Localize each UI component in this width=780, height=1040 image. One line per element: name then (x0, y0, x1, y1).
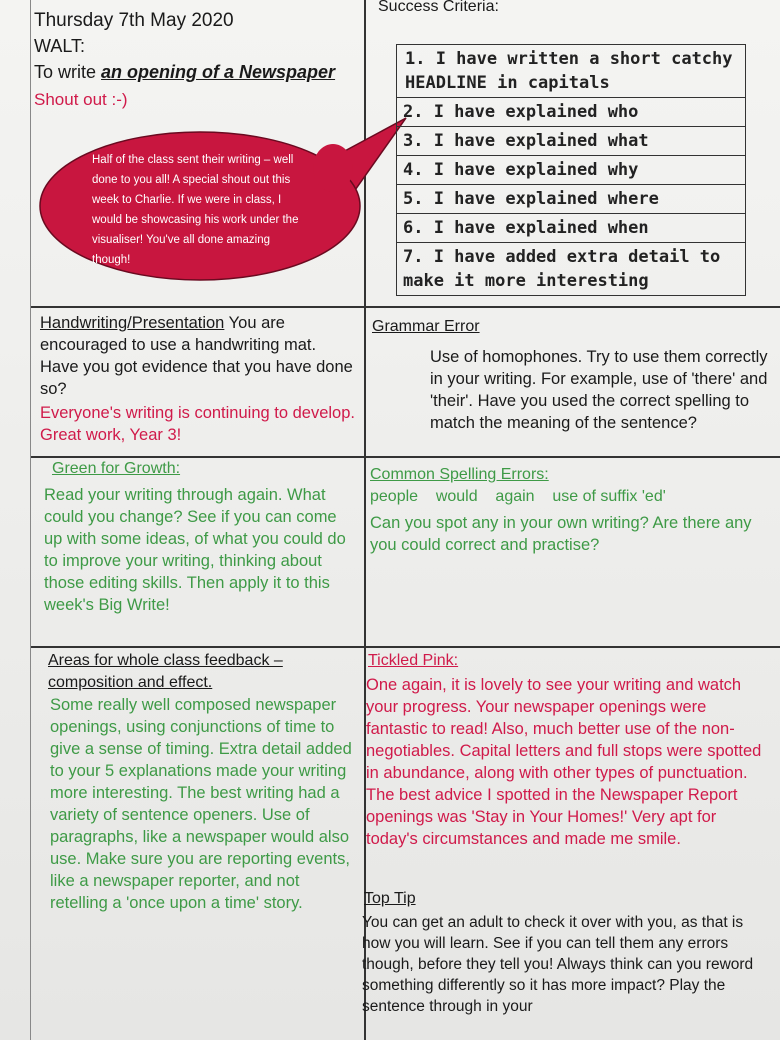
criteria-row (397, 127, 746, 156)
bubble-text: Half of the class sent their writing – well done to you all! A special shout out this week to Charlie. If we were in class, I would be showcasing his work under the visualiser! You've all done amazing though! (92, 154, 299, 266)
handwriting-feedback: Everyone's writing is continuing to develop. Great work, Year 3! (40, 404, 355, 444)
walt-line (34, 62, 335, 83)
criteria-item: 2. I have explained who (397, 98, 746, 127)
criteria-row (397, 156, 746, 185)
handwriting-section (40, 312, 358, 446)
criteria-row (397, 243, 746, 296)
criteria-item: 1. I have written a short catchy HEADLINE in capitals (397, 45, 746, 98)
walt-prefix: To write (34, 62, 102, 82)
criteria-item: 4. I have explained why (397, 156, 746, 185)
date-heading: Thursday 7th May 2020 (34, 10, 234, 31)
walt-topic: an opening of a Newspaper (101, 62, 336, 82)
spelling-text: Can you spot any in your own writing? Are there any you could correct and practise? (370, 514, 752, 554)
criteria-row (397, 98, 746, 127)
row-divider-3 (30, 646, 780, 648)
criteria-row (397, 185, 746, 214)
criteria-item: 5. I have explained where (397, 185, 746, 214)
top-tip-title: Top Tip (364, 890, 416, 907)
handwriting-title: Handwriting/Presentation (40, 314, 225, 332)
criteria-item: 7. I have added extra detail to make it more interesting (397, 243, 746, 296)
success-criteria-table (396, 44, 746, 296)
criteria-item: 3. I have explained what (397, 127, 746, 156)
criteria-item: 6. I have explained when (397, 214, 746, 243)
green-growth-text: Read your writing through again. What could you change? See if you can come up with some ideas, of what you could do to improve your writing, thinking about those editing skills. Then apply it to this week's Big Write! (44, 486, 346, 614)
grammar-title: Grammar Error (372, 318, 480, 335)
spelling-title: Common Spelling Errors: (370, 466, 549, 483)
tickled-pink-title: Tickled Pink: (368, 652, 459, 669)
whole-class-text: Some really well composed newspaper openings, using conjunctions of time to give a sense of timing. Extra detail added to your 5 explanations made your writing more interesting. The best writing had a variety of sentence openers. Use of paragraphs, like a newspaper would also use. Make sure you are reporting events, like a newspaper reporter, and not retelling a 'once upon a time' story. (50, 696, 352, 912)
criteria-row (397, 214, 746, 243)
spelling-words: people would again use of suffix 'ed' (370, 488, 666, 505)
grammar-text: Use of homophones. Try to use them correctly in your writing. For example, use of 'there' and 'their'. Have you used the correct spelling to match the meaning of the sentence? (430, 348, 768, 432)
row-divider-2 (30, 456, 780, 458)
success-criteria-title: Success Criteria: (378, 0, 499, 15)
shout-out-label: Shout out :-) (34, 90, 128, 109)
whole-class-title: Areas for whole class feedback – composition and effect. (48, 652, 283, 691)
handwriting-text: You are encouraged to use a handwriting mat. Have you got evidence that you have done so? (40, 314, 353, 398)
green-growth-title: Green for Growth: (52, 460, 181, 477)
criteria-row (397, 45, 746, 98)
walt-label: WALT: (34, 36, 86, 56)
tickled-pink-text: One again, it is lovely to see your writing and watch your progress. Your newspaper openings were fantastic to read! Also, much better use of the non-negotiables. Capital letters and full stops were spotted in abundance, along with other types of punctuation. The best advice I spotted in the Newspaper Report openings was 'Stay in Your Homes!' Very apt for today's circumstances and made me smile. (366, 676, 762, 848)
top-tip-text: You can get an adult to check it over with you, as that is how you will learn. See if you can tell them any errors though, before they tell you! Always think can you reword something differently so it has more impact? Play the sentence through in your (362, 914, 754, 1015)
row-divider-1 (30, 306, 780, 308)
